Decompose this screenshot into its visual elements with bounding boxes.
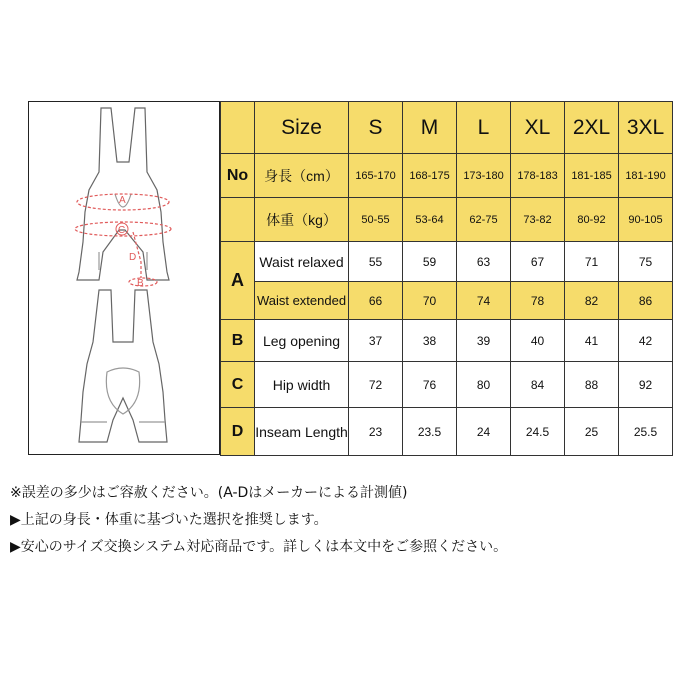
row-label: 身長（cm） (255, 154, 349, 198)
table-cell: 40 (511, 320, 565, 362)
marker-b: B (137, 278, 144, 289)
note-line: ※誤差の多少はご容赦ください。(A-Dはメーカーによる計測値) (10, 485, 408, 501)
table-row (221, 242, 673, 282)
note-line: ▶上記の身長・体重に基づいた選択を推奨します。 (10, 512, 328, 528)
row-code (221, 198, 255, 242)
table-cell: 55 (349, 242, 403, 282)
table-row (221, 198, 673, 242)
size-chart-table (220, 101, 673, 456)
marker-c: C (118, 225, 126, 236)
table-cell: 90-105 (619, 198, 673, 242)
table-cell: 84 (511, 362, 565, 408)
table-cell: 86 (619, 282, 673, 320)
table-cell: 74 (457, 282, 511, 320)
table-cell: 62-75 (457, 198, 511, 242)
table-cell: 73-82 (511, 198, 565, 242)
row-label: Waist extended (255, 282, 349, 320)
size-header-label: Size (255, 102, 349, 154)
marker-d: D (129, 252, 137, 263)
table-cell: 168-175 (403, 154, 457, 198)
table-cell: 92 (619, 362, 673, 408)
table-cell: 70 (403, 282, 457, 320)
table-row (221, 282, 673, 320)
measure-lines (75, 194, 171, 286)
table-cell: 24.5 (511, 408, 565, 456)
size-header: 2XL (565, 102, 619, 154)
table-row (221, 320, 673, 362)
table-cell: 66 (349, 282, 403, 320)
table-cell: 63 (457, 242, 511, 282)
row-label: Leg opening (255, 320, 349, 362)
table-cell: 53-64 (403, 198, 457, 242)
table-cell: 59 (403, 242, 457, 282)
table-cell: 24 (457, 408, 511, 456)
note-line: ▶安心のサイズ交換システム対応商品です。詳しくは本文中をご参照ください。 (10, 539, 508, 555)
size-header: M (403, 102, 457, 154)
table-cell: 76 (403, 362, 457, 408)
row-code: No (221, 154, 255, 198)
table-cell: 25.5 (619, 408, 673, 456)
table-cell: 178-183 (511, 154, 565, 198)
table-row (221, 362, 673, 408)
table-header-row (221, 102, 673, 154)
back-view (79, 290, 167, 442)
table-cell: 88 (565, 362, 619, 408)
header-code-cell (221, 102, 255, 154)
table-cell: 38 (403, 320, 457, 362)
marker-a: A (119, 195, 126, 206)
bib-shorts-diagram (28, 101, 220, 455)
table-cell: 37 (349, 320, 403, 362)
table-cell: 50-55 (349, 198, 403, 242)
table-cell: 181-185 (565, 154, 619, 198)
table-cell: 165-170 (349, 154, 403, 198)
table-cell: 67 (511, 242, 565, 282)
table-cell: 72 (349, 362, 403, 408)
row-code: A (221, 242, 255, 320)
table-cell: 23 (349, 408, 403, 456)
notes-section (10, 480, 690, 561)
table-cell: 78 (511, 282, 565, 320)
table-cell: 181-190 (619, 154, 673, 198)
front-view (77, 108, 169, 280)
table-cell: 39 (457, 320, 511, 362)
table-cell: 23.5 (403, 408, 457, 456)
table-row (221, 154, 673, 198)
table-cell: 25 (565, 408, 619, 456)
row-label: 体重（kg） (255, 198, 349, 242)
table-cell: 80 (457, 362, 511, 408)
table-cell: 82 (565, 282, 619, 320)
bib-shorts-illustration (29, 102, 219, 454)
table-cell: 42 (619, 320, 673, 362)
row-code: D (221, 408, 255, 456)
size-header: XL (511, 102, 565, 154)
size-header: 3XL (619, 102, 673, 154)
table-cell: 80-92 (565, 198, 619, 242)
table-row (221, 408, 673, 456)
table-cell: 41 (565, 320, 619, 362)
table-cell: 173-180 (457, 154, 511, 198)
table-cell: 75 (619, 242, 673, 282)
row-label: Hip width (255, 362, 349, 408)
size-header: S (349, 102, 403, 154)
row-label: Inseam Length (255, 408, 349, 456)
row-code: B (221, 320, 255, 362)
table-cell: 71 (565, 242, 619, 282)
size-header: L (457, 102, 511, 154)
row-code: C (221, 362, 255, 408)
row-label: Waist relaxed (255, 242, 349, 282)
